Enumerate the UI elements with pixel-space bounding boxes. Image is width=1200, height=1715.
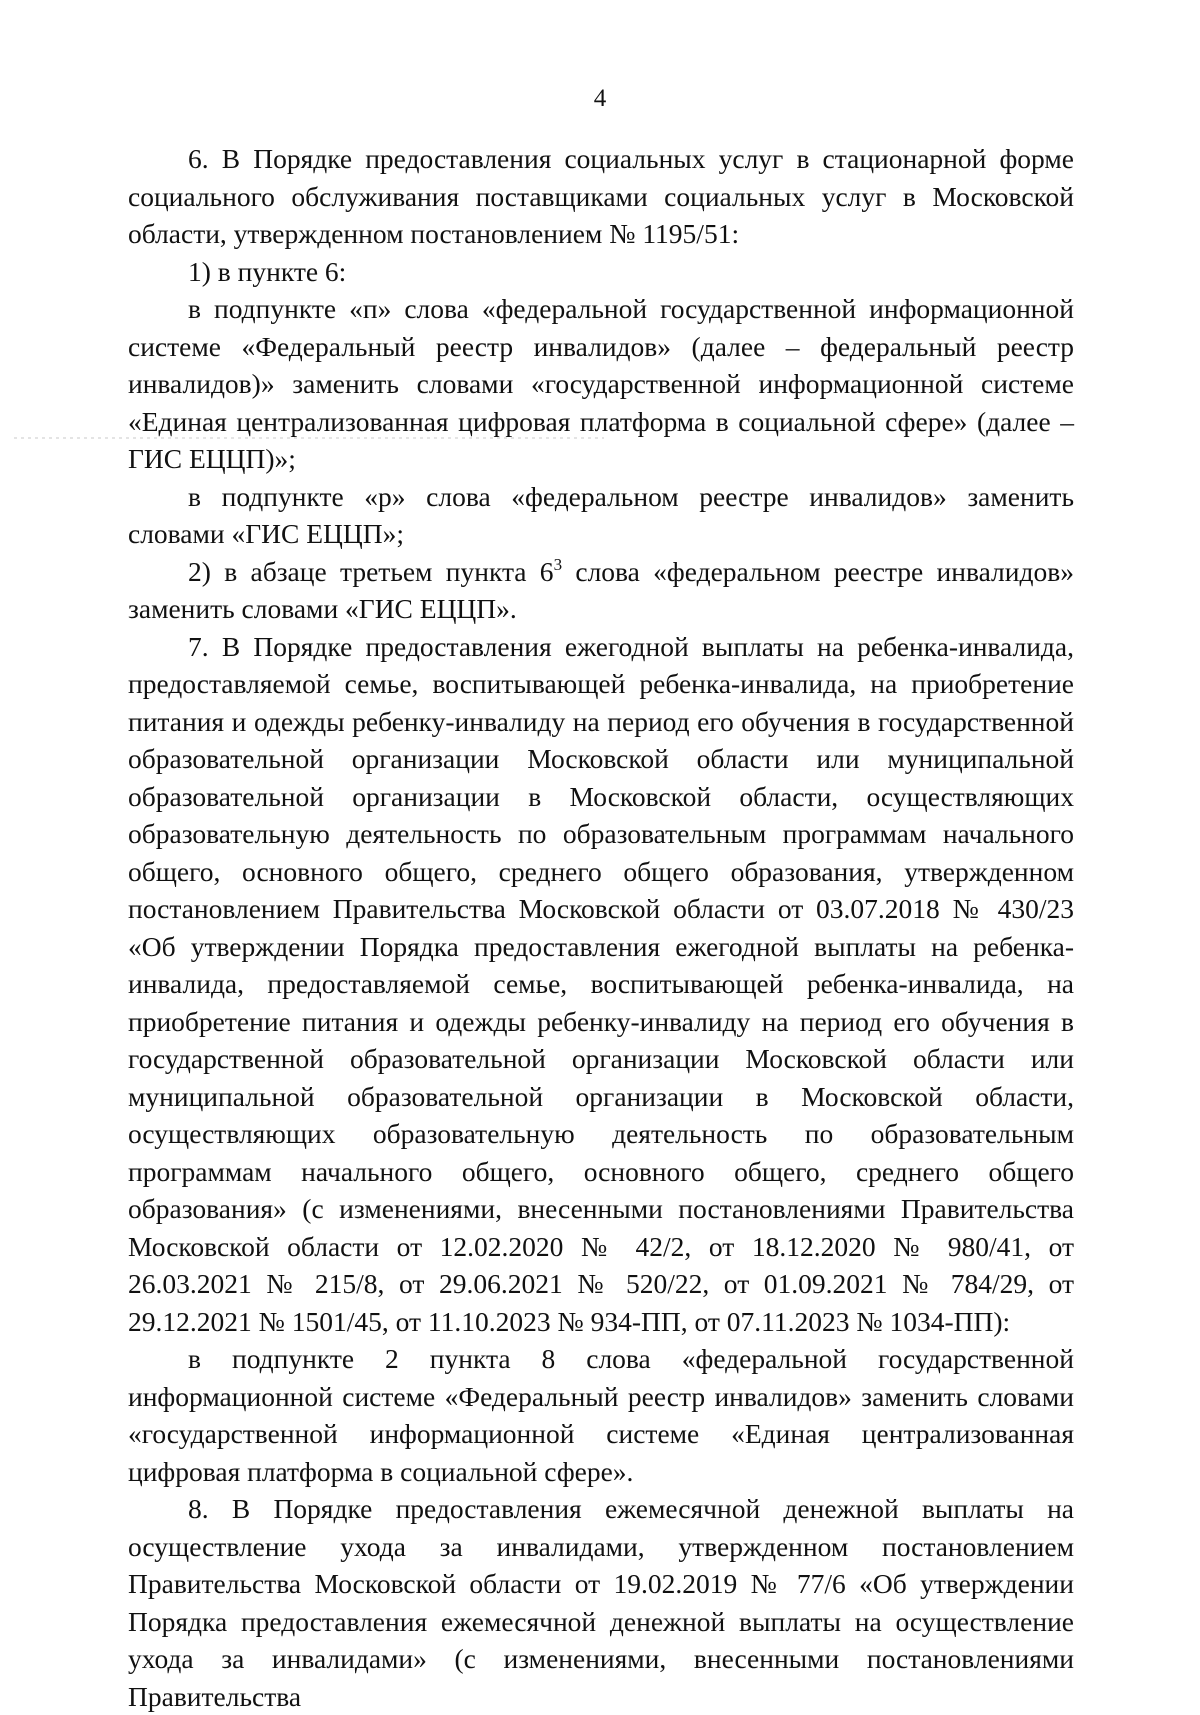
section-6-item-2 (128, 553, 1074, 628)
section-6-item-2-superscript: 3 (553, 554, 563, 574)
document-body (128, 140, 1074, 1715)
section-6-item-2-text-end: слова «федеральном реестре инвалидов» заменить словами «ГИС ЕЦЦП». (128, 555, 1074, 624)
section-6-item-1-heading: 1) в пункте 6: (188, 255, 347, 287)
section-6-item-1-subpoint-r: в подпункте «р» слова «федеральном реестре инвалидов» заменить словами «ГИС ЕЦЦП»; (128, 480, 1074, 549)
section-7-intro: 7. В Порядке предоставления ежегодной выплаты на ребенка-инвалида, предоставляемой семье, воспитывающей ребенка-инвалида, на приобретение питания и одежды ребенку-инвалиду на период его обучения в государственной образовательной организации Московской области или муниципальной образовательной организации в Московской области, осуществляющих образовательную деятельность по образовательным программам начального общего, основного общего, среднего общего образования, утвержденном постановлением Правительства Московской области от 03.07.2018 № 430/23 «Об утверждении Порядка предоставления ежегодной выплаты на ребенка-инвалида, предоставляемой семье, воспитывающей ребенка-инвалида, на приобретение питания и одежды ребенку-инвалиду на период его обучения в государственной образовательной организации Московской области или муниципальной образовательной организации в Московской области, осуществляющих образовательную деятельность по образовательным программам начального общего, основного общего, среднего общего образования» (с изменениями, внесенными постановлениями Правительства Московской области от 12.02.2020 № 42/2, от 18.12.2020 № 980/41, от 26.03.2021 № 215/8, от 29.06.2021 № 520/22, от 01.09.2021 № 784/29, от 29.12.2021 № 1501/45, от 11.10.2023 № 934-ПП, от 07.11.2023 № 1034-ПП): (128, 630, 1074, 1337)
section-6-intro: 6. В Порядке предоставления социальных услуг в стационарной форме социального обслуживания поставщиками социальных услуг в Московской области, утвержденном постановлением № 1195/51: (128, 143, 1074, 249)
section-8-intro: 8. В Порядке предоставления ежемесячной денежной выплаты на осуществление ухода за инвалидами, утвержденном постановлением Правительства Московской области от 19.02.2019 № 77/6 «Об утверждении Порядка предоставления ежемесячной денежной выплаты на осуществление ухода за инвалидами» (с изменениями, внесенными постановлениями Правительства (128, 1493, 1074, 1712)
section-6-item-2-text-start: 2) в абзаце третьем пункта 6 (188, 555, 554, 587)
page-number: 4 (593, 85, 607, 112)
section-7-subpoint: в подпункте 2 пункта 8 слова «федеральной государственной информационной системе «Федеральный реестр инвалидов» заменить словами «государственной информационной системе «Единая централизованная цифровая платформа в социальной сфере». (128, 1343, 1074, 1487)
section-6-item-1-subpoint-p: в подпункте «п» слова «федеральной государственной информационной системе «Федеральный реестр инвалидов» (далее – федеральный реестр инвалидов)» заменить словами «государственной информационной системе «Единая централизованная цифровая платформа в социальной сфере» (далее – ГИС ЕЦЦП)»; (128, 293, 1074, 474)
